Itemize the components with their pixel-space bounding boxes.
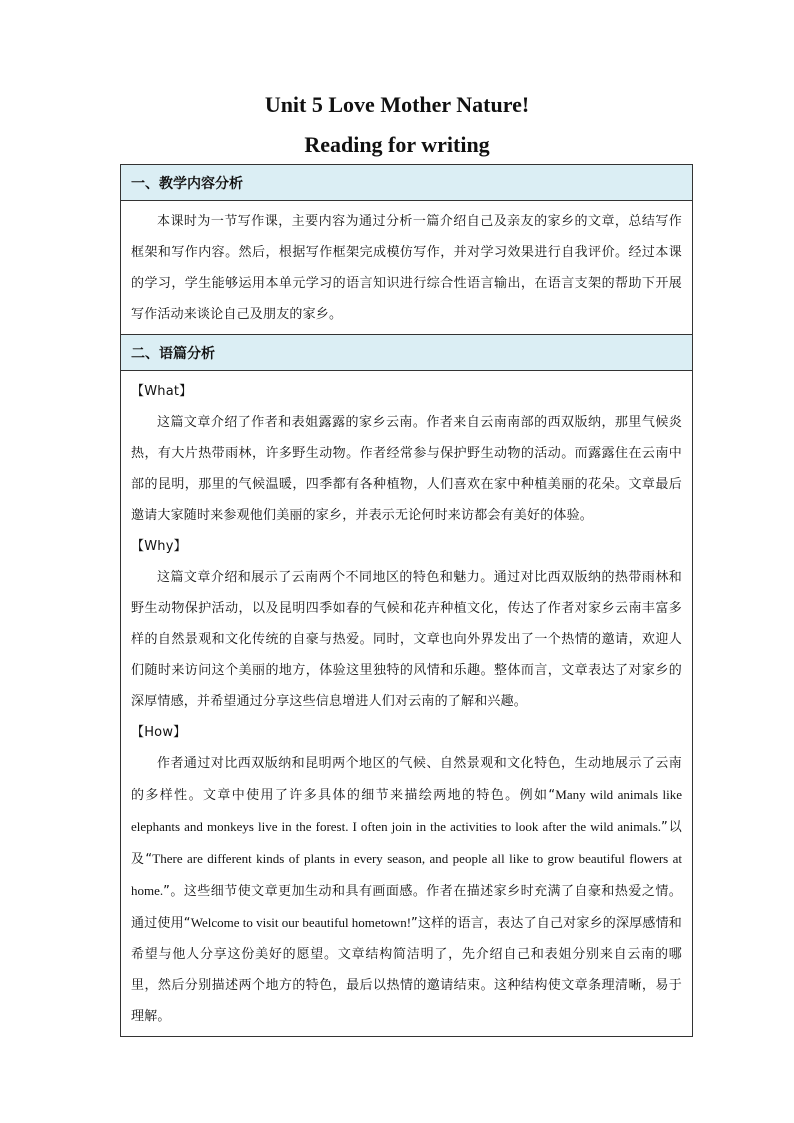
why-paragraph: 这篇文章介绍和展示了云南两个不同地区的特色和魅力。通过对比西双版纳的热带雨林和野生动物保护活动，以及昆明四季如春的气候和花卉种植文化，传达了作者对家乡云南丰富多样的自然景观和文化传统的自豪与热爱。同时，文章也向外界发出了一个热情的邀请，欢迎人们随时来访问这个美丽的地方，体验这里独特的风情和乐趣。整体而言，文章表达了对家乡的深厚情感，并希望通过分享这些信息增进人们对云南的了解和兴趣。 bbox=[131, 570, 682, 709]
how-tag: 【How】 bbox=[131, 725, 187, 740]
lesson-analysis-table bbox=[120, 164, 693, 1037]
section-discourse-analysis-heading: 二、语篇分析 bbox=[121, 335, 693, 371]
how-text-2: ”以及“ bbox=[131, 820, 682, 867]
how-quote-1: Many wild animals like elephants and monkeys live in the forest. I often join in the activities to look after the wild animals. bbox=[131, 787, 682, 834]
section-teaching-content-heading: 一、教学内容分析 bbox=[121, 165, 693, 201]
teaching-content-paragraph: 本课时为一节写作课，主要内容为通过分析一篇介绍自己及亲友的家乡的文章，总结写作框架和写作内容。然后，根据写作框架完成模仿写作，并对学习效果进行自我评价。经过本课的学习，学生能够运用本单元学习的语言知识进行综合性语言输出，在语言支架的帮助下开展写作活动来谈论自己及朋友的家乡。 bbox=[131, 214, 682, 322]
what-tag: 【What】 bbox=[131, 384, 193, 399]
how-quote-2: There are different kinds of plants in every season, and people all like to grow beautiful flowers at home. bbox=[131, 851, 683, 898]
section-discourse-analysis-body bbox=[121, 371, 693, 1037]
how-text-3: ”。这些细节使文章更加生动和具有画面感。作者在描述家乡时充满了自豪和热爱之情。通过使用“ bbox=[131, 884, 682, 931]
how-text-4: ”这样的语言，表达了自己对家乡的深厚感情和希望与他人分享这份美好的愿望。文章结构简洁明了，先介绍自己和表姐分别来自云南的哪里，然后分别描述两个地方的特色，最后以热情的邀请结束。这种结构使文章条理清晰，易于理解。 bbox=[131, 916, 682, 1024]
why-tag: 【Why】 bbox=[131, 539, 187, 554]
document-title: Unit 5 Love Mother Nature! bbox=[264, 92, 530, 117]
what-paragraph: 这篇文章介绍了作者和表姐露露的家乡云南。作者来自云南南部的西双版纳，那里气候炎热，有大片热带雨林，许多野生动物。作者经常参与保护野生动物的活动。而露露住在云南中部的昆明，那里的气候温暖，四季都有各种植物，人们喜欢在家中种植美丽的花朵。文章最后邀请大家随时来参观他们美丽的家乡，并表示无论何时来访都会有美好的体验。 bbox=[131, 415, 682, 523]
document-subtitle: Reading for writing bbox=[304, 132, 490, 157]
section-teaching-content-body bbox=[121, 201, 693, 335]
how-quote-3: Welcome to visit our beautiful hometown! bbox=[190, 915, 412, 930]
how-paragraph bbox=[131, 748, 682, 1032]
how-text-1: 作者通过对比西双版纳和昆明两个地区的气候、自然景观和文化特色，生动地展示了云南的多样性。文章中使用了许多具体的细节来描绘两地的特色。例如“ bbox=[131, 756, 682, 803]
